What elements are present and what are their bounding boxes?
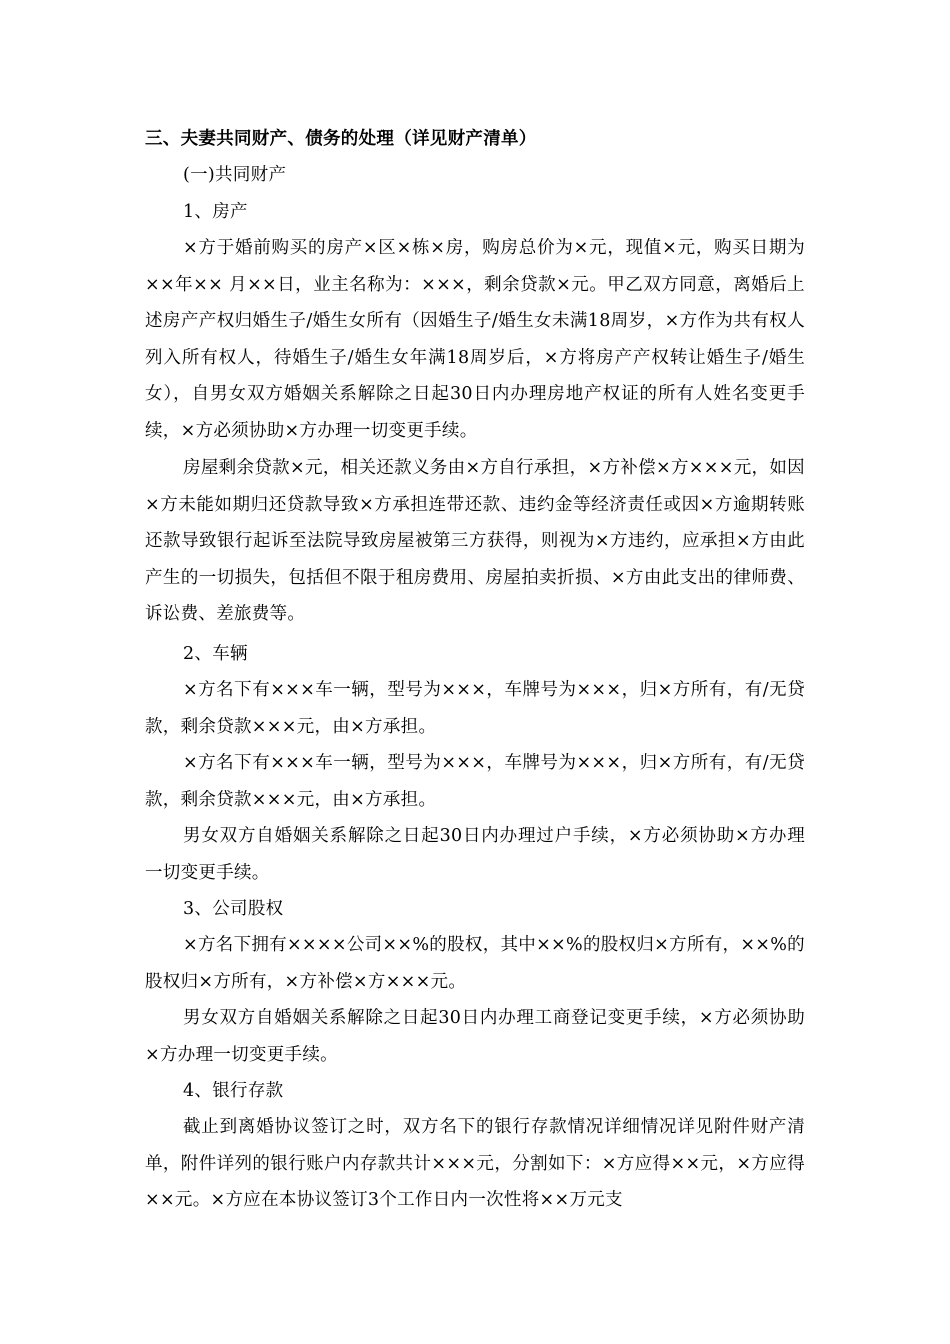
item-title-property: 1、房产	[183, 202, 248, 222]
item-title-deposits: 4、银行存款	[183, 1081, 284, 1101]
item-title-equity: 3、公司股权	[183, 899, 284, 919]
paragraph-property-ownership: ×方于婚前购买的房产×区×栋×房，购房总价为×元，现值×元，购买日期为××年×× 月××日，业主名称为：×××，剩余贷款×元。甲乙双方同意，离婚后上述房产产权归婚生子/婚生女所有（因婚生子/婚生女未满18周岁，×方作为共有权人列入所有权人，待婚生子/婚生女年满18周岁后，×方将房产产权转让婚生子/婚生女），自男女双方婚姻关系解除之日起30日内办理房地产权证的所有人姓名变更手续，×方必须协助×方办理一切变更手续。	[145, 238, 805, 441]
paragraph-equity-registration: 男女双方自婚姻关系解除之日起30日内办理工商登记变更手续，×方必须协助×方办理一切变更手续。	[145, 1008, 805, 1065]
paragraph-equity-split: ×方名下拥有××××公司××%的股权，其中××%的股权归×方所有，××%的股权归×方所有，×方补偿×方×××元。	[145, 935, 805, 992]
section-heading: 三、夫妻共同财产、债务的处理（详见财产清单）	[145, 129, 537, 149]
paragraph-property-loan: 房屋剩余贷款×元，相关还款义务由×方自行承担，×方补偿×方×××元，如因×方未能如期归还贷款导致×方承担连带还款、违约金等经济责任或因×方逾期转账还款导致银行起诉至法院导致房屋被第三方获得，则视为×方违约，应承担×方由此产生的一切损失，包括但不限于租房费用、房屋拍卖折损、×方由此支出的律师费、诉讼费、差旅费等。	[145, 458, 805, 624]
paragraph-vehicle-2: ×方名下有×××车一辆，型号为×××，车牌号为×××，归×方所有，有/无贷款，剩余贷款×××元，由×方承担。	[145, 753, 805, 810]
paragraph-vehicle-transfer: 男女双方自婚姻关系解除之日起30日内办理过户手续，×方必须协助×方办理一切变更手续。	[145, 826, 805, 883]
subsection-heading: (一)共同财产	[183, 165, 287, 185]
item-title-vehicle: 2、车辆	[183, 644, 248, 664]
paragraph-deposits: 截止到离婚协议签订之时，双方名下的银行存款情况详细情况详见附件财产清单，附件详列的银行账户内存款共计×××元，分割如下：×方应得××元，×方应得××元。×方应在本协议签订3个工作日内一次性将××万元支	[145, 1117, 805, 1210]
paragraph-vehicle-1: ×方名下有×××车一辆，型号为×××，车牌号为×××，归×方所有，有/无贷款，剩余贷款×××元，由×方承担。	[145, 680, 805, 737]
